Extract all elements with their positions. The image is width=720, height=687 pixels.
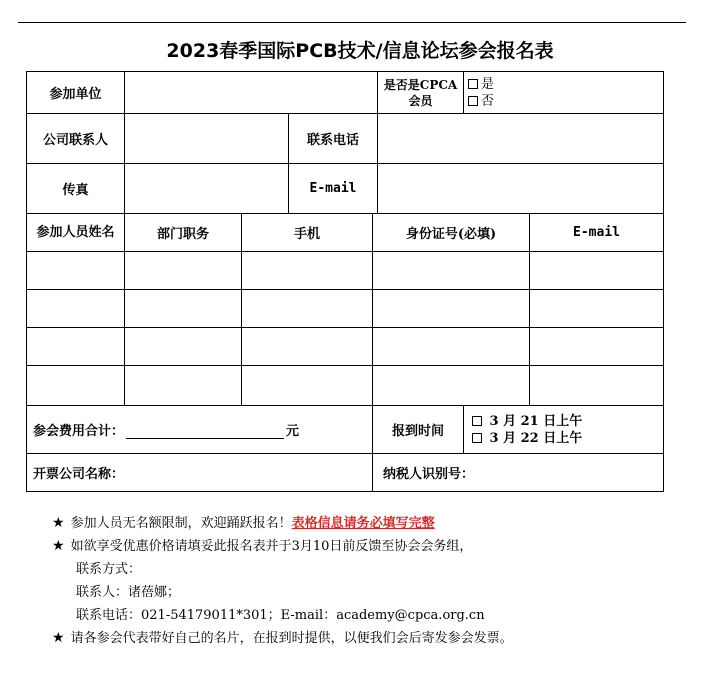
header-name: 参加人员姓名 (27, 214, 125, 252)
cell[interactable] (373, 252, 530, 290)
cell[interactable] (373, 366, 530, 406)
date-options (464, 406, 664, 454)
member-question: 是否是CPCA会员 (378, 72, 464, 114)
star-icon: ★ (52, 630, 65, 646)
contact-phone: 联系电话：021-54179011*301；E-mail：academy@cpca.org.cn (76, 608, 485, 623)
table-row (27, 328, 664, 366)
fee-cell (27, 406, 373, 454)
date-1-checkbox[interactable] (472, 416, 482, 426)
table-row (27, 252, 664, 290)
note-3 (52, 627, 513, 650)
cell[interactable] (242, 290, 373, 328)
note-2-text: 如欲享受优惠价格请填妥此报名表并于3月10日前反馈至协会会务组， (70, 539, 473, 554)
fee-label: 参会费用合计： (33, 424, 125, 439)
cell[interactable] (125, 252, 242, 290)
cell[interactable] (27, 290, 125, 328)
header-dept: 部门职务 (125, 214, 242, 252)
registration-form (26, 71, 664, 492)
unit-label: 参加单位 (27, 72, 125, 114)
date-2-checkbox[interactable] (472, 433, 482, 443)
star-icon: ★ (52, 515, 65, 531)
header-id: 身份证号(必填) (373, 214, 530, 252)
report-label: 报到时间 (373, 406, 464, 454)
cell[interactable] (125, 366, 242, 406)
date-2-label: 3 月 22 日上午 (489, 430, 583, 446)
cell[interactable] (242, 252, 373, 290)
header-email: E-mail (530, 214, 664, 252)
cell[interactable] (27, 328, 125, 366)
header-mobile: 手机 (242, 214, 373, 252)
page-title: 2023春季国际PCB技术/信息论坛参会报名表 (166, 40, 554, 62)
note-2 (52, 535, 513, 558)
unit-field[interactable] (125, 72, 378, 114)
cell[interactable] (530, 328, 664, 366)
contact-person: 联系人：诸蓓娜； (76, 585, 181, 600)
date-1-label: 3 月 21 日上午 (489, 413, 583, 429)
email-label: E-mail (289, 164, 378, 214)
fee-input[interactable] (126, 424, 284, 439)
member-no-checkbox[interactable] (468, 96, 478, 106)
tax-id-cell[interactable] (373, 454, 664, 492)
tax-id-label: 纳税人识别号： (383, 467, 475, 482)
invoice-company-label: 开票公司名称： (33, 467, 125, 482)
cell[interactable] (530, 290, 664, 328)
fax-field[interactable] (125, 164, 289, 214)
member-options (464, 72, 664, 114)
member-no-label: 否 (481, 93, 495, 109)
cell[interactable] (242, 366, 373, 406)
invoice-company-cell[interactable] (27, 454, 373, 492)
phone-label: 联系电话 (289, 114, 378, 164)
email-field[interactable] (378, 164, 664, 214)
note-1-warning: 表格信息请务必填写完整 (291, 516, 435, 531)
cell[interactable] (373, 290, 530, 328)
note-1 (52, 512, 513, 535)
contact-title: 联系方式： (76, 562, 142, 577)
fax-label: 传真 (27, 164, 125, 214)
contact-label: 公司联系人 (27, 114, 125, 164)
member-yes-label: 是 (481, 76, 495, 92)
cell[interactable] (125, 328, 242, 366)
note-3-text: 请各参会代表带好自己的名片，在报到时提供，以便我们会后寄发参会发票。 (70, 631, 513, 646)
star-icon: ★ (52, 538, 65, 554)
cell[interactable] (27, 366, 125, 406)
top-rule (18, 22, 686, 23)
cell[interactable] (125, 290, 242, 328)
cell[interactable] (27, 252, 125, 290)
notes (52, 512, 513, 650)
table-row (27, 366, 664, 406)
contact-field[interactable] (125, 114, 289, 164)
phone-field[interactable] (378, 114, 664, 164)
note-1-text: 参加人员无名额限制，欢迎踊跃报名！ (70, 516, 292, 531)
fee-unit: 元 (286, 424, 300, 439)
cell[interactable] (530, 366, 664, 406)
cell[interactable] (373, 328, 530, 366)
cell[interactable] (242, 328, 373, 366)
cell[interactable] (530, 252, 664, 290)
member-yes-checkbox[interactable] (468, 79, 478, 89)
table-row (27, 290, 664, 328)
